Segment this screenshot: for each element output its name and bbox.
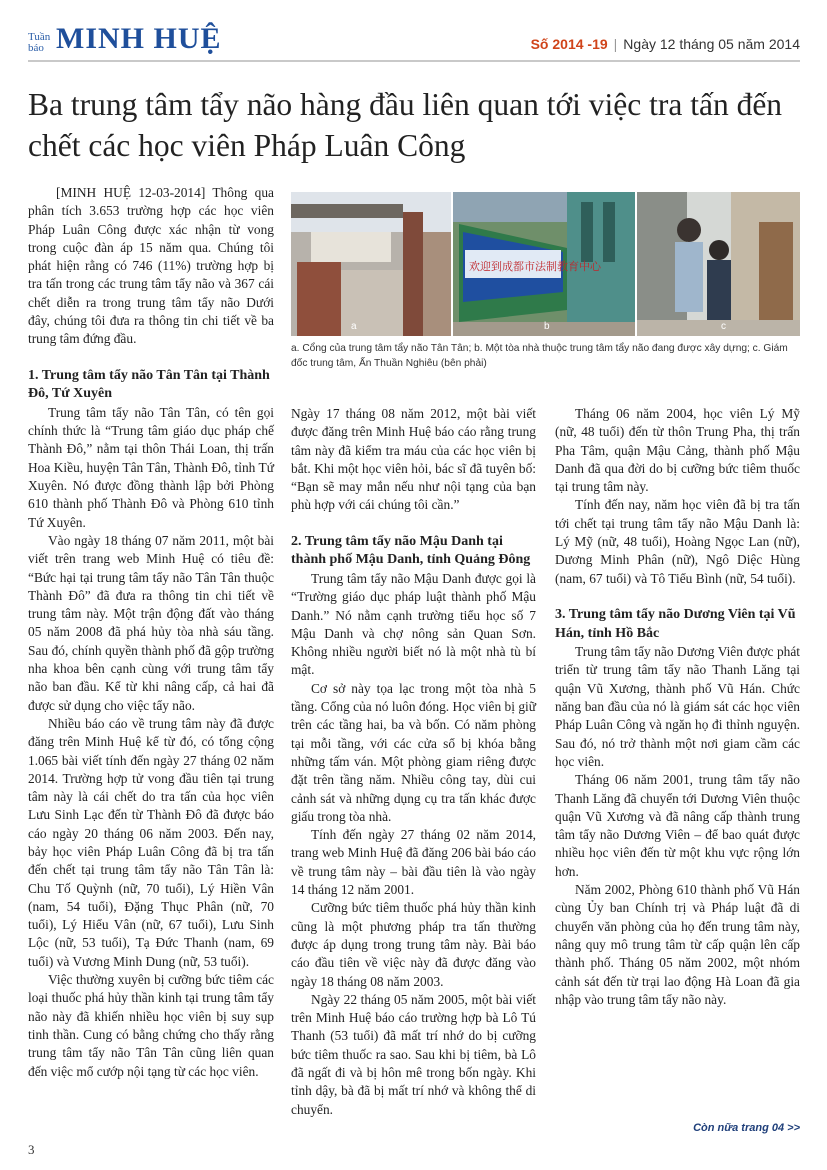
intro-paragraph: [MINH HUỆ 12-03-2014] Thông qua phân tích 3.653 trường hợp các học viên Pháp Luân Công được xác nhận từ vong trong cuộc đàn áp 15 năm qua. Chúng tôi phát hiện rằng có 746 (11%) trường hợp bị tra tấn trong các trung tâm tẩy não và 367 cái chết diễn ra trong trung tâm tẩy não Dưới đây, chúng tôi đưa ra thông tin chi tiết về ba trung tâm đứng đầu.	[28, 185, 274, 347]
section-3-paragraph: Năm 2002, Phòng 610 thành phố Vũ Hán cùng Ủy ban Chính trị và Pháp luật đã di chuyển văn phòng của họ đến trung tâm này, nâng quy mô trung tâm từ cấp quận lên cấp thành phố. Tháng 05 năm 2002, một nhóm cảnh sát đến từ trại lao động Hà Loan đã gia nhập vào trung tâm tẩy não này.	[555, 882, 800, 1007]
photo-collage	[291, 192, 800, 336]
section-3-paragraph: Trung tâm tẩy não Dương Viên được phát triển từ trung tâm tẩy não Thanh Lăng tại quận Vũ Xương, thành phố Vũ Hán. Chức năng ban đầu của nó là giám sát các học viên Pháp Luân Công và ngăn họ đi thỉnh nguyện. Sau đó, nó trở thành một nơi giam cầm các học viên.	[555, 644, 800, 769]
photo-label-c: c	[721, 321, 726, 332]
section-2-paragraph: Tính đến ngày 27 tháng 02 năm 2014, trang web Minh Huệ đã đăng 206 bài báo cáo về trung tâm này – bài đầu tiên là vào ngày 14 tháng 12 năm 2001.	[291, 827, 536, 898]
section-1-paragraph: Trung tâm tẩy não Tân Tân, có tên gọi chính thức là “Trung tâm giáo dục pháp chế Thành Đô,” nằm tại thôn Thái Loan, thị trấn Hoa Kiều, huyện Tân Tân, Thành Đô, tỉnh Tứ Xuyên. Nó được đồng thành lập bởi Phòng 610 thành phố Thành Đô và Phòng 610 tỉnh Tứ Xuyên.	[28, 404, 274, 530]
section-2-paragraph: Trung tâm tẩy não Mậu Danh được gọi là “Trường giáo dục pháp luật thành phố Mậu Danh.” Nó nằm cạnh trường tiểu học số 7 Mậu Danh và chợ nông sản Quan Sơn. Không nhiều người biết nó là một nhà tù bí mật.	[291, 570, 536, 678]
page-number: 3	[28, 1142, 35, 1157]
issue-info	[531, 36, 800, 52]
column-2	[291, 405, 536, 1119]
section-1-paragraph: Nhiều báo cáo về trung tâm này đã được đăng trên Minh Huệ kể từ đó, có tổng cộng 1.065 bài viết tính đến ngày 27 tháng 02 năm 2014. Trường hợp tử vong đầu tiên tại trung tâm này là cái chết do tra tấn của học viên Lưu Sinh Lạc đến từ Thành Đô đã được báo cáo ngày 20 tháng 06 năm 2003. Đến nay, bảy học viên Pháp Luân Công đã bị tra tấn đến chết tại trung tâm tẩy não Tân Tân là: Chu Tố Quỳnh (nữ, 70 tuổi), Lý Hiền Vân (nam, 54 tuổi), Đặng Thục Phân (nữ, 70 tuổi), Lý Hiểu Vân (nữ, 67 tuổi), Lưu Sinh Lộc (nữ, 53 tuổi), Tạ Đức Thanh (nam, 69 tuổi) và Vương Minh Dung (nữ, 53 tuổi).	[28, 715, 274, 969]
photo-label-b: b	[544, 321, 550, 332]
section-2-paragraph: Tháng 06 năm 2004, học viên Lý Mỹ (nữ, 48 tuổi) đến từ thôn Trung Pha, thị trấn Pha Tâm, quận Mậu Cảng, thành phố Mậu Danh đã qua đời do bị cưỡng bức tiêm thuốc tại trung tâm này.	[555, 406, 800, 495]
article-headline: Ba trung tâm tẩy não hàng đầu liên quan tới việc tra tấn đến chết các học viên Pháp Luân Công	[28, 87, 783, 163]
section-1-paragraph: Việc thường xuyên bị cưỡng bức tiêm các loại thuốc phá hủy thần kinh tại trung tâm tẩy não này đã khiến nhiều học viên bị suy sụp tinh thần. Cung có bằng chứng cho thấy rằng trung tâm tẩy não Tân Tân cũng liên quan đến việc mổ cướp nội tạng từ các học viên.	[28, 972, 274, 1079]
banner-text: 欢迎到成都市法制教育中心	[469, 260, 601, 273]
section-3-paragraph: Tháng 06 năm 2001, trung tâm tẩy não Thanh Lăng đã chuyển tới Dương Viên thuộc quận Vũ Xương và đã nâng cấp thành trung tâm tẩy não Dương Viên – để bao quát được nhiều học viên đến từ một khu vực rộng lớn hơn.	[555, 772, 800, 879]
section-1-paragraph: Ngày 17 tháng 08 năm 2012, một bài viết được đăng trên Minh Huệ báo cáo rằng trung tâm này đã kiểm tra máu của các học viên bị bắt. Khi một học viên hỏi, bác sĩ đã tuyên bố: “Bạn sẽ may mắn nếu như nội tạng của bạn phù hợp với cái chúng tôi cần.”	[291, 406, 536, 513]
masthead	[28, 22, 800, 58]
photo-caption: a. Cổng của trung tâm tẩy não Tân Tân; b. Một tòa nhà thuộc trung tâm tẩy não đang được xây dựng; c. Giám đốc trung tâm, Ấn Thuần Nghiêu (bên phải)	[291, 343, 788, 369]
section-1-heading: 1. Trung tâm tẩy não Tân Tân tại Thành Đô, Tứ Xuyên	[28, 367, 270, 402]
section-1-paragraph: Vào ngày 18 tháng 07 năm 2011, một bài viết trên trang web Minh Huệ có tiêu đề: “Bức hại tại trung tâm tẩy não Tân Tân thuộc Thành Đô” đã đưa ra thông tin chi tiết về trung tâm này. Một trận động đất vào tháng 05 năm 2008 đã phá hủy tòa nhà sáu tầng. Sau đó, chính quyền thành phố đã gộp trường nha khoa bên cạnh cùng với trung tâm tẩy não ban đầu. Kể từ khi nâng cấp, cả hai đã được sử dụng cho việc tẩy não.	[28, 532, 274, 713]
brand-prefix: Tuần báo	[28, 31, 51, 54]
brand-logo	[28, 24, 222, 54]
section-2-heading: 2. Trung tâm tẩy não Mậu Danh tại thành phố Mậu Danh, tỉnh Quảng Đông	[291, 533, 531, 568]
section-2-paragraph: Cưỡng bức tiêm thuốc phá hủy thần kinh cũng là một phương pháp tra tấn thường được áp dụng trong trung tâm này. Bài báo cáo đầu tiên về việc này đã được đăng vào ngày 18 tháng 08 năm 2003.	[291, 900, 536, 989]
issue-date: Ngày 12 tháng 05 năm 2014	[623, 36, 800, 52]
issue-number: Số 2014 -19	[530, 36, 608, 52]
photo-label-a: a	[351, 321, 357, 332]
masthead-divider	[28, 60, 800, 62]
issue-separator: |	[613, 36, 618, 52]
section-2-paragraph: Tính đến nay, năm học viên đã bị tra tấn tới chết tại trung tâm tẩy não Mậu Danh là: Lý Mỹ (nữ, 48 tuổi), Hoàng Ngọc Lan (nữ), Dương Minh Phân (nữ), Ngô Diệc Hùng (nam, 67 tuổi) và Tô Tiểu Bình (nữ, 54 tuổi).	[555, 497, 800, 586]
section-2-paragraph: Ngày 22 tháng 05 năm 2005, một bài viết trên Minh Huệ báo cáo trường hợp bà Lô Tú Thanh (53 tuổi) đã mất trí nhớ do bị cưỡng bức tiêm thuốc ra sao. Sau khi bị tiêm, bà Lô đã ngất đi và bị hôn mê trong bốn ngày. Khi tỉnh dậy, bà đã bị mất trí nhớ và không thể di chuyển.	[291, 991, 536, 1117]
continued-link[interactable]: Còn nữa trang 04 >>	[693, 1122, 800, 1134]
section-3-heading: 3. Trung tâm tẩy não Dương Viên tại Vũ Hán, tỉnh Hồ Bắc	[555, 606, 796, 641]
brand-title: MINH HUỆ	[56, 22, 222, 55]
section-2-paragraph: Cơ sở này tọa lạc trong một tòa nhà 5 tầng. Cổng của nó luôn đóng. Học viên bị giữ trên các tầng hai, ba và bốn. Có năm phòng tại mỗi tầng, với các cửa sổ bị khóa bằng những tấm ván. Một phòng giam riêng được đặt trên tầng năm. Nhiều công tay, dùi cui cảnh sát và những dụng cụ tra tấn khác được giấu trong tòa nhà.	[291, 680, 536, 824]
column-3	[555, 405, 800, 1009]
article-photo	[291, 192, 800, 336]
column-1	[28, 184, 274, 1081]
